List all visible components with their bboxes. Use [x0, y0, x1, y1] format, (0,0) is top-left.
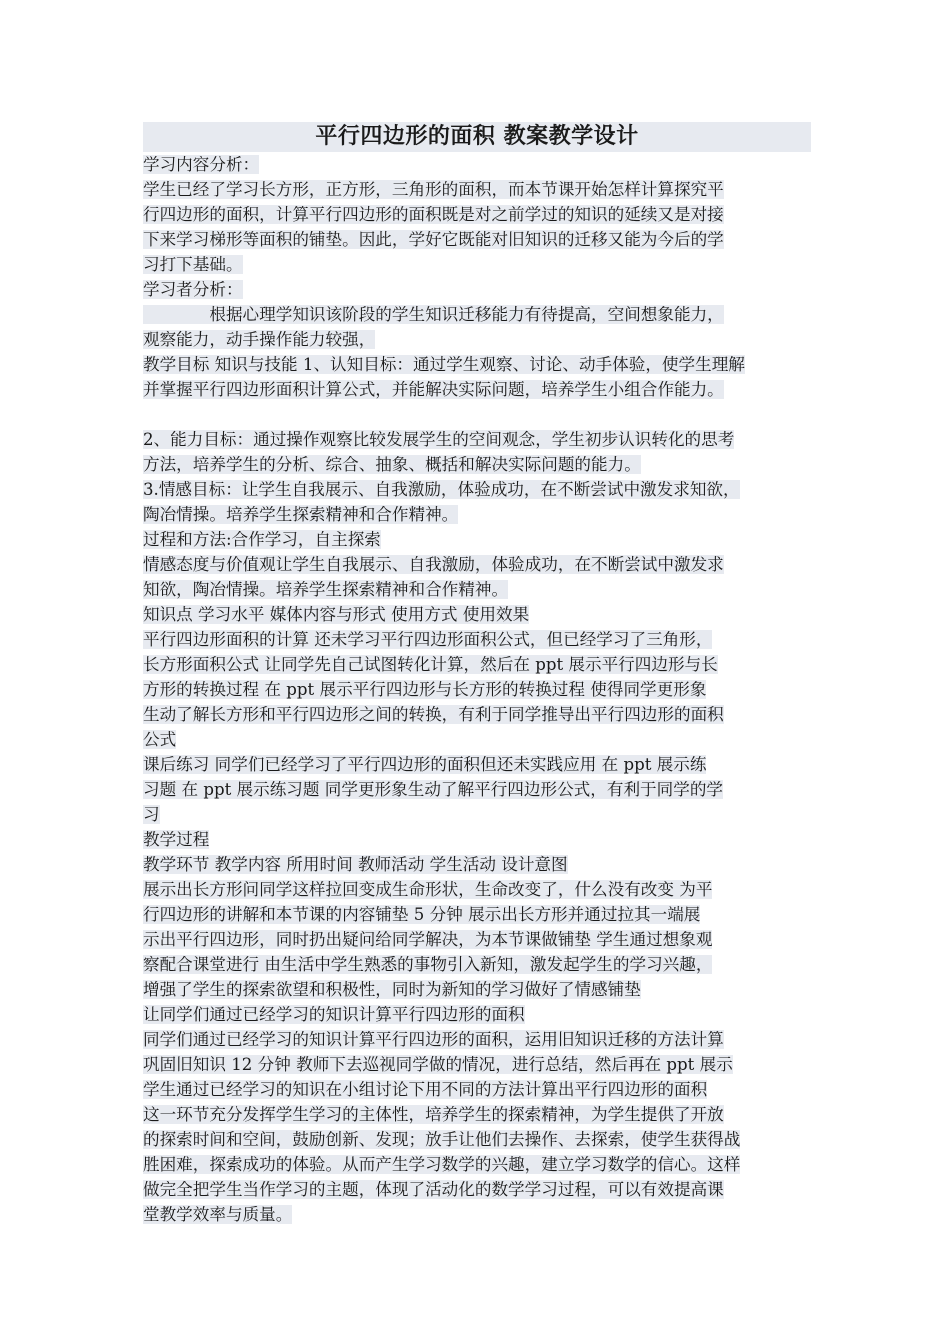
text-line [143, 1052, 811, 1077]
text-line [143, 877, 811, 902]
text-line-content: 学生已经了学习长方形，正方形，三角形的面积，而本节课开始怎样计算探究平 [143, 180, 724, 199]
text-line [143, 627, 811, 652]
text-line [143, 1127, 811, 1152]
text-line [143, 352, 811, 377]
document-body [143, 122, 811, 1227]
text-line-content: 平行四边形面积的计算 还未学习平行四边形面积公式，但已经学习了三角形， [143, 630, 713, 649]
text-line-content: 教学过程 [143, 830, 210, 849]
text-line-content: 3.情感目标：让学生自我展示、自我激励，体验成功，在不断尝试中激发求知欲， [143, 480, 740, 499]
text-line-content: 2、能力目标：通过操作观察比较发展学生的空间观念，学生初步认识转化的思考 [143, 430, 735, 449]
text-line [143, 527, 811, 552]
text-line-content: 生动了解长方形和平行四边形之间的转换，有利于同学推导出平行四边形的面积 [143, 705, 724, 724]
text-line [143, 752, 811, 777]
text-line-content: 根据心理学知识该阶段的学生知识迁移能力有待提高，空间想象能力， [143, 305, 724, 324]
text-line-content: 方法，培养学生的分析、综合、抽象、概括和解决实际问题的能力。 [143, 455, 641, 474]
text-line [143, 952, 811, 977]
text-line [143, 427, 811, 452]
text-line-content: 堂教学效率与质量。 [143, 1205, 293, 1224]
text-line [143, 177, 811, 202]
text-line [143, 577, 811, 602]
text-line-content: 下来学习梯形等面积的铺垫。因此，学好它既能对旧知识的迁移又能为今后的学 [143, 230, 724, 249]
text-line-content: 学习者分析： [143, 280, 243, 299]
blank-line [143, 402, 811, 427]
text-line [143, 477, 811, 502]
text-line-content: 习 [143, 805, 160, 824]
text-line [143, 452, 811, 477]
text-line-content: 做完全把学生当作学习的主题，体现了活动化的数学学习过程，可以有效提高课 [143, 1180, 724, 1199]
text-line [143, 1077, 811, 1102]
text-line [143, 727, 811, 752]
text-line [143, 977, 811, 1002]
text-line-content: 学习内容分析： [143, 155, 260, 174]
text-line [143, 852, 811, 877]
text-line-content: 知欲，陶冶情操。培养学生探索精神和合作精神。 [143, 580, 509, 599]
text-line [143, 802, 811, 827]
text-line [143, 502, 811, 527]
text-line-content: 增强了学生的探索欲望和积极性，同时为新知的学习做好了情感铺垫 [143, 980, 641, 999]
text-line [143, 677, 811, 702]
text-line-content: 陶冶情操。培养学生探索精神和合作精神。 [143, 505, 459, 524]
text-line-content: 教学目标 知识与技能 1、认知目标：通过学生观察、讨论、动手体验，使学生理解 [143, 355, 745, 374]
text-line-content: 长方形面积公式 让同学先自己试图转化计算，然后在 ppt 展示平行四边形与长 [143, 655, 718, 674]
text-line-content: 这一环节充分发挥学生学习的主体性，培养学生的探索精神，为学生提供了开放 [143, 1105, 724, 1124]
text-line [143, 277, 811, 302]
text-line-content: 察配合课堂进行 由生活中学生熟悉的事物引入新知，激发起学生的学习兴趣， [143, 955, 713, 974]
document-title: 平行四边形的面积 教案教学设计 [143, 122, 811, 152]
text-line-content: 观察能力，动手操作能力较强， [143, 330, 376, 349]
text-line [143, 1152, 811, 1177]
text-line [143, 252, 811, 277]
text-line [143, 602, 811, 627]
text-line-content: 同学们通过已经学习的知识计算平行四边形的面积，运用旧知识迁移的方法计算 [143, 1030, 724, 1049]
text-line [143, 302, 811, 327]
text-line [143, 552, 811, 577]
text-line [143, 777, 811, 802]
text-line-content: 学生通过已经学习的知识在小组讨论下用不同的方法计算出平行四边形的面积 [143, 1080, 708, 1099]
text-line-content: 行四边形的面积，计算平行四边形的面积既是对之前学过的知识的延续又是对接 [143, 205, 724, 224]
text-line-content: 习题 在 ppt 展示练习题 同学更形象生动了解平行四边形公式，有利于同学的学 [143, 780, 724, 799]
text-line [143, 202, 811, 227]
document-text-block [143, 152, 811, 1227]
text-line-content: 课后练习 同学们已经学习了平行四边形的面积但还未实践应用 在 ppt 展示练 [143, 755, 707, 774]
text-line-content: 展示出长方形问同学这样拉回变成生命形状，生命改变了，什么没有改变 为平 [143, 880, 713, 899]
text-line [143, 652, 811, 677]
text-line [143, 152, 811, 177]
text-line-content: 习打下基础。 [143, 255, 243, 274]
text-line [143, 227, 811, 252]
text-line [143, 1027, 811, 1052]
text-line [143, 327, 811, 352]
text-line-content: 方形的转换过程 在 ppt 展示平行四边形与长方形的转换过程 使得同学更形象 [143, 680, 707, 699]
text-line [143, 1202, 811, 1227]
text-line-content: 巩固旧知识 12 分钟 教师下去巡视同学做的情况，进行总结，然后再在 ppt 展示 [143, 1055, 733, 1074]
text-line [143, 1102, 811, 1127]
text-line [143, 377, 811, 402]
text-line-content: 教学环节 教学内容 所用时间 教师活动 学生活动 设计意图 [143, 855, 568, 874]
text-line [143, 702, 811, 727]
text-line-content: 公式 [143, 730, 177, 749]
text-line-content: 让同学们通过已经学习的知识计算平行四边形的面积 [143, 1005, 525, 1024]
text-line [143, 1002, 811, 1027]
text-line-content: 示出平行四边形，同时扔出疑问给同学解决，为本节课做铺垫 学生通过想象观 [143, 930, 713, 949]
text-line-content: 的探索时间和空间，鼓励创新、发现；放手让他们去操作、去探索，使学生获得战 [143, 1130, 741, 1149]
text-line [143, 827, 811, 852]
text-line-content: 过程和方法:合作学习，自主探索 [143, 530, 381, 549]
text-line-content: 行四边形的讲解和本节课的内容铺垫 5 分钟 展示出长方形并通过拉其一端展 [143, 905, 701, 924]
text-line-content: 胜困难，探索成功的体验。从而产生学习数学的兴趣，建立学习数学的信心。这样 [143, 1155, 741, 1174]
text-line-content: 并掌握平行四边形面积计算公式，并能解决实际问题，培养学生小组合作能力。 [143, 380, 724, 399]
text-line [143, 1177, 811, 1202]
text-line-content: 情感态度与价值观让学生自我展示、自我激励，体验成功，在不断尝试中激发求 [143, 555, 724, 574]
text-line [143, 927, 811, 952]
text-line [143, 902, 811, 927]
text-line-content: 知识点 学习水平 媒体内容与形式 使用方式 使用效果 [143, 605, 530, 624]
